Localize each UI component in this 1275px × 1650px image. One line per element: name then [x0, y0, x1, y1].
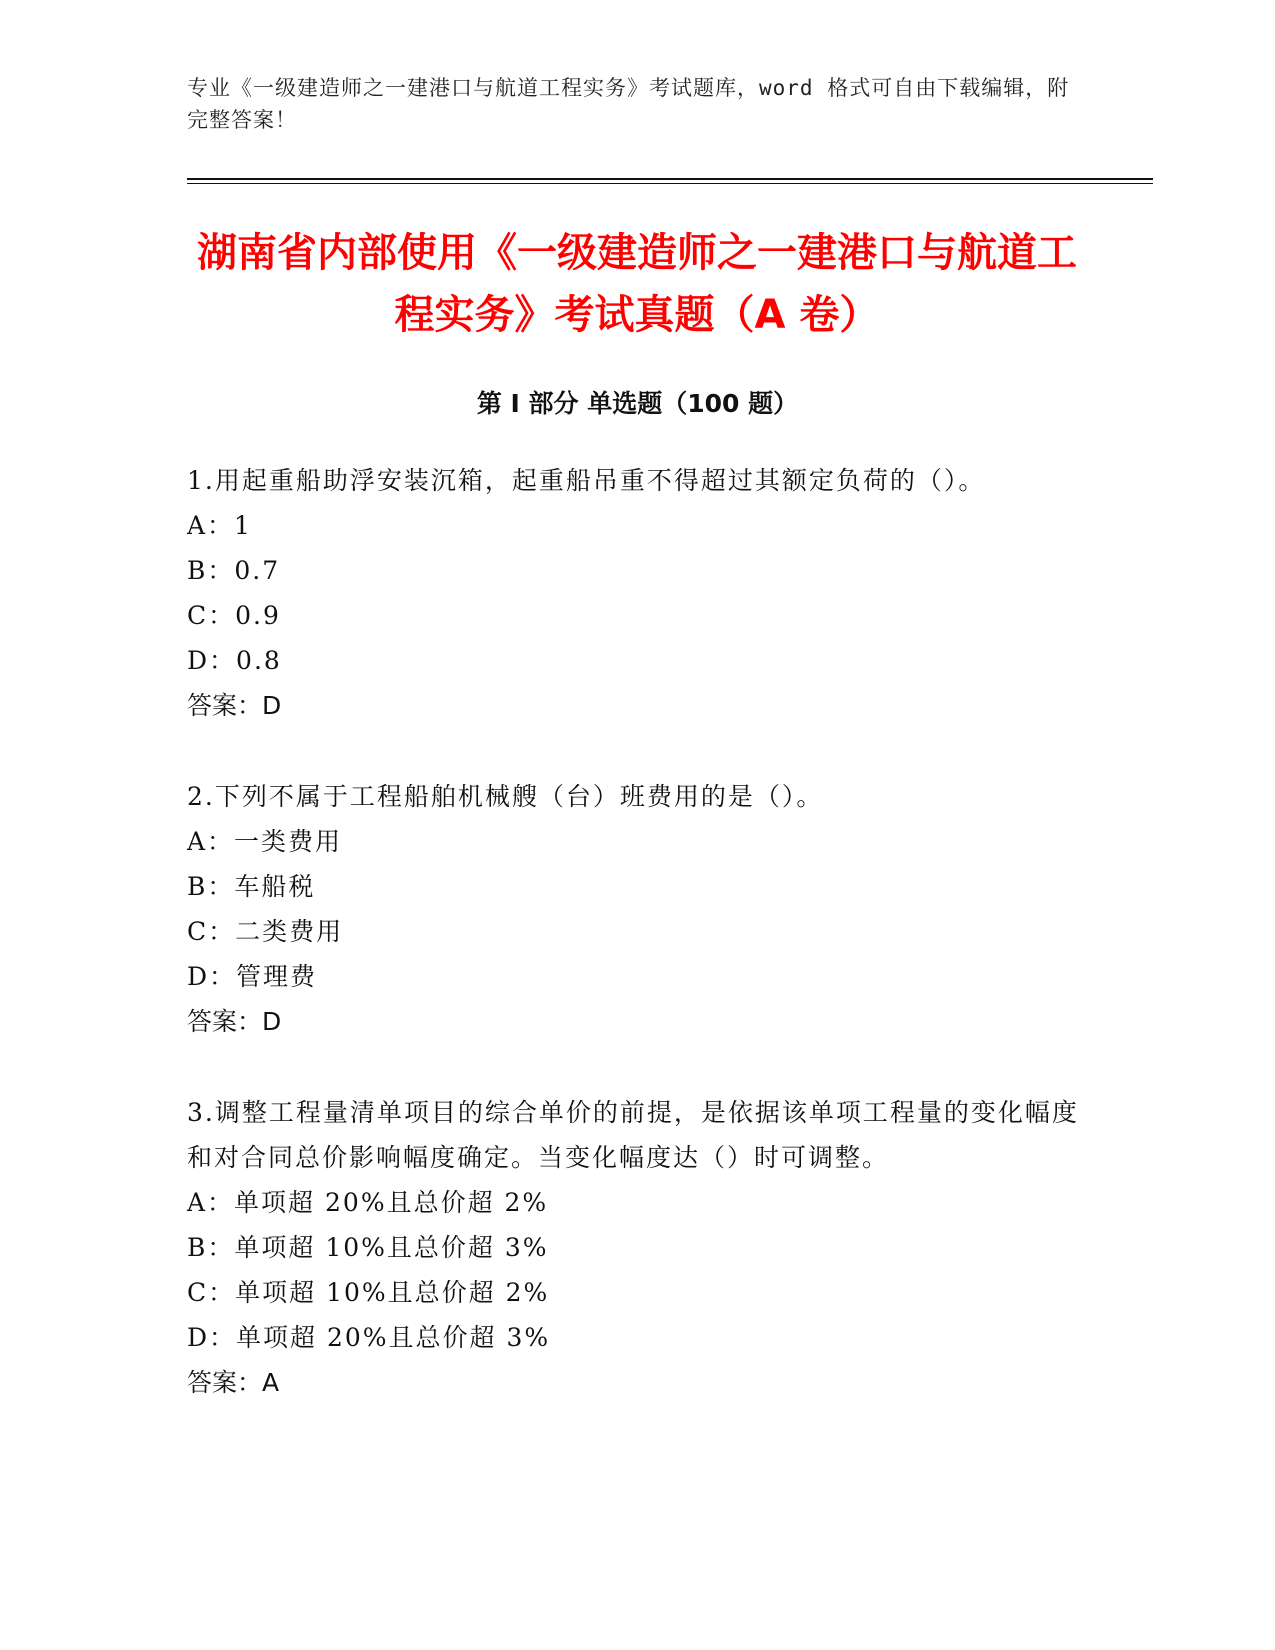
question-stem: 2.下列不属于工程船舶机械艘（台）班费用的是（）。 — [187, 782, 824, 811]
question-1 — [187, 458, 1087, 728]
option-b: B：车船税 — [187, 872, 316, 901]
answer: 答案：A — [187, 1368, 280, 1397]
option-c: C：二类费用 — [187, 917, 344, 946]
option-c: C：0.9 — [187, 601, 281, 630]
option-b: B：0.7 — [187, 556, 281, 585]
option-d: D：0.8 — [187, 646, 282, 675]
header-rule-thick — [187, 178, 1153, 180]
answer: 答案：D — [187, 691, 282, 720]
answer: 答案：D — [187, 1007, 282, 1036]
question-stem: 1.用起重船助浮安装沉箱，起重船吊重不得超过其额定负荷的（）。 — [187, 466, 986, 495]
option-c: C：单项超 10%且总价超 2% — [187, 1278, 550, 1307]
question-2 — [187, 774, 1087, 1044]
section-heading: 第 I 部分 单选题（100 题） — [476, 389, 799, 418]
header-note: 专业《一级建造师之一建港口与航道工程实务》考试题库，word 格式可自由下载编辑，附完整答案！ — [187, 76, 1070, 132]
option-a: A：1 — [187, 511, 252, 540]
question-stem: 3.调整工程量清单项目的综合单价的前提，是依据该单项工程量的变化幅度和对合同总价影响幅度确定。当变化幅度达（）时可调整。 — [187, 1098, 1079, 1172]
option-d: D：管理费 — [187, 962, 318, 991]
option-b: B：单项超 10%且总价超 3% — [187, 1233, 549, 1262]
header-rule-thin — [187, 183, 1153, 184]
option-a: A：单项超 20%且总价超 2% — [187, 1188, 549, 1217]
option-a: A：一类费用 — [187, 827, 343, 856]
question-3 — [187, 1090, 1087, 1405]
document-title: 湖南省内部使用《一级建造师之一建港口与航道工程实务》考试真题（A 卷） — [197, 230, 1077, 338]
option-d: D：单项超 20%且总价超 3% — [187, 1323, 551, 1352]
